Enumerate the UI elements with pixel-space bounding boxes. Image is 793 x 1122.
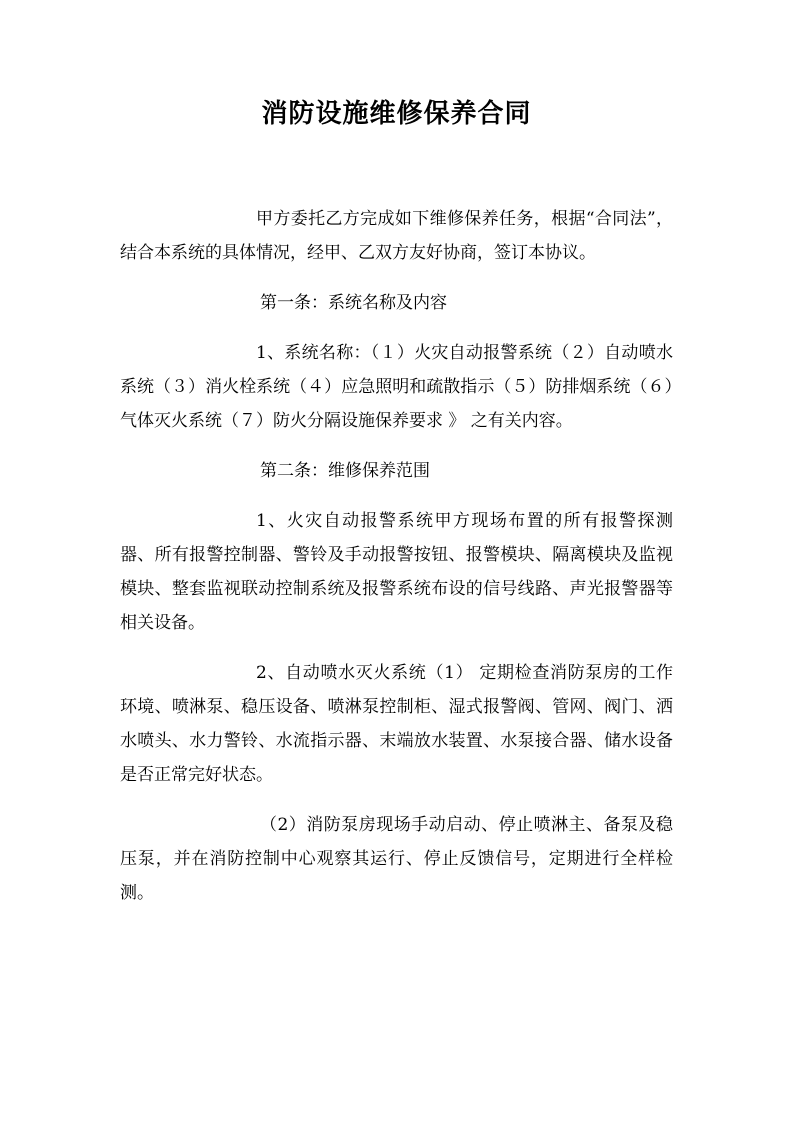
article-2-item-1: 1、火灾自动报警系统甲方现场布置的所有报警探测器、所有报警控制器、警铃及手动报警按钮、报警模块、隔离模块及监视模块、整套监视联动控制系统及报警系统布设的信号线路、声光报警器等相关设备。 [120, 511, 673, 633]
article-2-item-2: 2、自动喷水灭火系统（1） 定期检查消防泵房的工作环境、喷淋泵、稳压设备、喷淋泵控制柜、湿式报警阀、管网、阀门、洒水喷头、水力警铃、水流指示器、末端放水装置、水泵接合器、储水设备是否正常完好状态。 [120, 663, 673, 785]
document-title: 消防设施维修保养合同 [261, 99, 532, 129]
intro-paragraph: 甲方委托乙方完成如下维修保养任务，根据“合同法”，结合本系统的具体情况，经甲、乙双方友好协商，签订本协议。 [120, 209, 673, 263]
document-body [120, 202, 673, 910]
article-2-heading: 第二条：维修保养范围 [260, 461, 430, 481]
article-2-item-2-sub-2: （2）消防泵房现场手动启动、停止喷淋主、备泵及稳压泵，并在消防控制中心观察其运行、停止反馈信号，定期进行全样检测。 [120, 815, 673, 903]
article-1-item-1: 1、系统名称：（１）火灾自动报警系统（２）自动喷水系统（３）消火栓系统（４）应急照明和疏散指示（５）防排烟系统（６）气体灭火系统（７）防火分隔设施保养要求 》 之有关内容。 [120, 343, 673, 431]
article-1-heading: 第一条：系统名称及内容 [260, 293, 447, 313]
